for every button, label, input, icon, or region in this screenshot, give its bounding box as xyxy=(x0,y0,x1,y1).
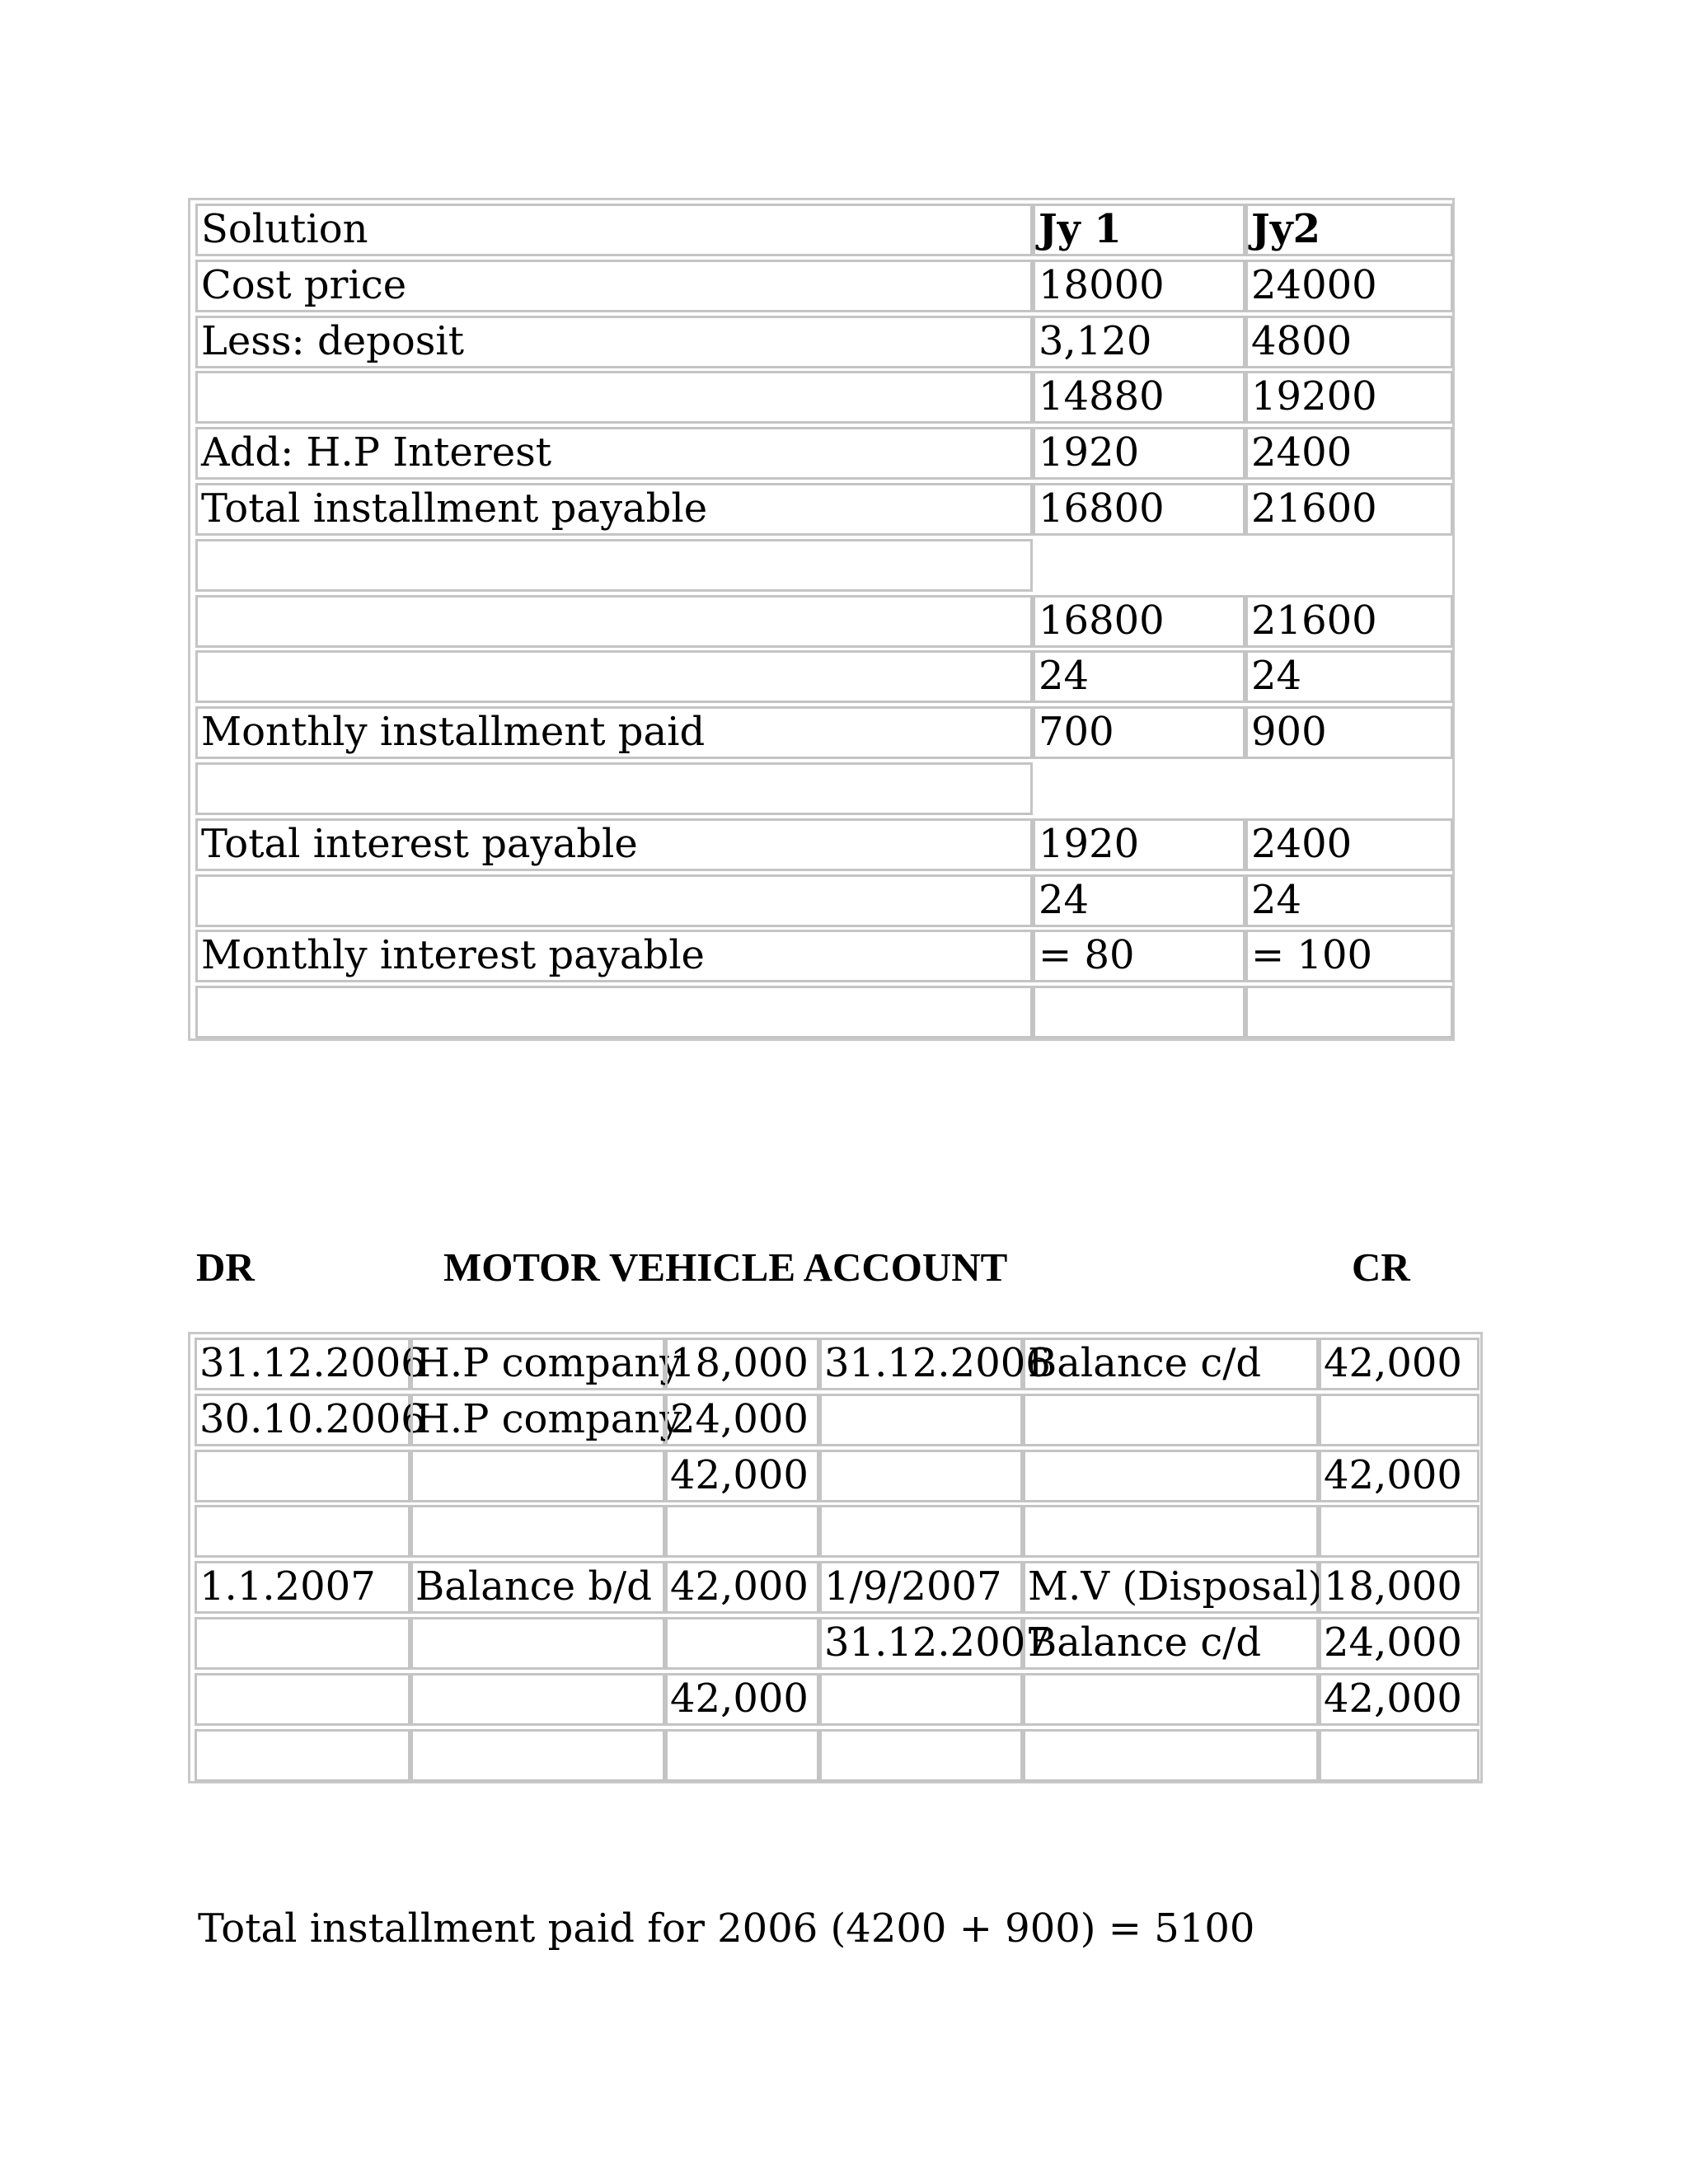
dr-date: 1.1.2007 xyxy=(195,1561,410,1614)
cr-date xyxy=(819,1505,1023,1558)
row-jy1-value: 18000 xyxy=(1033,260,1245,312)
dr-date: 31.12.2006 xyxy=(195,1338,410,1390)
row-label: Add: H.P Interest xyxy=(195,427,1033,480)
dr-particulars: Balance b/d xyxy=(410,1561,665,1614)
row-jy2-value xyxy=(1245,986,1453,1038)
row-label xyxy=(195,539,1033,592)
row-jy1-value: 3,120 xyxy=(1033,316,1245,368)
cr-amount: 42,000 xyxy=(1319,1338,1479,1390)
row-label: Cost price xyxy=(195,260,1033,312)
dr-particulars xyxy=(410,1505,665,1558)
cr-label: CR xyxy=(1352,1244,1410,1290)
row-label xyxy=(195,650,1033,703)
row-label xyxy=(195,874,1033,927)
row-jy2-value: 24 xyxy=(1245,874,1453,927)
row-jy1-value xyxy=(1033,986,1245,1038)
dr-amount xyxy=(665,1617,819,1670)
dr-particulars xyxy=(410,1729,665,1782)
header-jy1: Jy 1 xyxy=(1033,204,1245,256)
dr-amount: 42,000 xyxy=(665,1450,819,1502)
row-jy2-value: 24000 xyxy=(1245,260,1453,312)
header-jy2: Jy2 xyxy=(1245,204,1453,256)
row-label: Less: deposit xyxy=(195,316,1033,368)
dr-date xyxy=(195,1505,410,1558)
cr-particulars: Balance c/d xyxy=(1023,1617,1319,1670)
row-jy2-value: 21600 xyxy=(1245,595,1453,648)
cr-amount: 18,000 xyxy=(1319,1561,1479,1614)
row-label xyxy=(195,371,1033,424)
ledger-title: MOTOR VEHICLE ACCOUNT xyxy=(443,1244,1008,1290)
dr-particulars xyxy=(410,1673,665,1726)
cr-particulars xyxy=(1023,1505,1319,1558)
row-jy1-value: 1920 xyxy=(1033,427,1245,480)
row-jy1-value: 700 xyxy=(1033,706,1245,759)
row-jy2-value: 900 xyxy=(1245,706,1453,759)
row-jy1-value: 16800 xyxy=(1033,483,1245,536)
dr-amount xyxy=(665,1505,819,1558)
row-label: Monthly interest payable xyxy=(195,930,1033,982)
row-jy1-value: = 80 xyxy=(1033,930,1245,982)
dr-date xyxy=(195,1617,410,1670)
dr-particulars xyxy=(410,1617,665,1670)
dr-date: 30.10.2006 xyxy=(195,1394,410,1446)
cr-date xyxy=(819,1450,1023,1502)
row-jy1-value: 14880 xyxy=(1033,371,1245,424)
cr-date xyxy=(819,1673,1023,1726)
row-label: Monthly installment paid xyxy=(195,706,1033,759)
row-jy2-value: 21600 xyxy=(1245,483,1453,536)
row-jy1-value: 24 xyxy=(1033,874,1245,927)
cr-particulars xyxy=(1023,1450,1319,1502)
row-jy2-value: = 100 xyxy=(1245,930,1453,982)
dr-amount: 18,000 xyxy=(665,1338,819,1390)
dr-date xyxy=(195,1729,410,1782)
cr-date xyxy=(819,1394,1023,1446)
cr-particulars: Balance c/d xyxy=(1023,1338,1319,1390)
dr-amount: 24,000 xyxy=(665,1394,819,1446)
cr-particulars: M.V (Disposal) xyxy=(1023,1561,1319,1614)
dr-date xyxy=(195,1450,410,1502)
cr-date: 31.12.2007 xyxy=(819,1617,1023,1670)
row-label xyxy=(195,762,1033,815)
dr-amount: 42,000 xyxy=(665,1561,819,1614)
dr-label: DR xyxy=(196,1244,255,1290)
dr-date xyxy=(195,1673,410,1726)
cr-amount xyxy=(1319,1729,1479,1782)
row-jy1-value: 16800 xyxy=(1033,595,1245,648)
cr-date xyxy=(819,1729,1023,1782)
row-jy2-value: 19200 xyxy=(1245,371,1453,424)
row-label: Total interest payable xyxy=(195,818,1033,871)
motor-vehicle-ledger-table xyxy=(188,1332,1483,1783)
cr-amount: 24,000 xyxy=(1319,1617,1479,1670)
cr-amount xyxy=(1319,1394,1479,1446)
cr-particulars xyxy=(1023,1729,1319,1782)
row-jy1-value: 24 xyxy=(1033,650,1245,703)
hp-calculation-table xyxy=(188,198,1455,1041)
row-jy2-value: 24 xyxy=(1245,650,1453,703)
total-installment-note: Total installment paid for 2006 (4200 + 900) = 5100 xyxy=(198,1905,1255,1952)
row-label: Total installment payable xyxy=(195,483,1033,536)
cr-particulars xyxy=(1023,1394,1319,1446)
header-solution: Solution xyxy=(195,204,1033,256)
row-jy1-value: 1920 xyxy=(1033,818,1245,871)
dr-amount: 42,000 xyxy=(665,1673,819,1726)
row-jy2-value: 2400 xyxy=(1245,427,1453,480)
cr-amount xyxy=(1319,1505,1479,1558)
dr-particulars xyxy=(410,1450,665,1502)
cr-amount: 42,000 xyxy=(1319,1450,1479,1502)
row-jy2-value: 4800 xyxy=(1245,316,1453,368)
row-label xyxy=(195,595,1033,648)
cr-date: 31.12.2006 xyxy=(819,1338,1023,1390)
dr-amount xyxy=(665,1729,819,1782)
cr-date: 1/9/2007 xyxy=(819,1561,1023,1614)
row-label xyxy=(195,986,1033,1038)
dr-particulars: H.P company xyxy=(410,1394,665,1446)
cr-amount: 42,000 xyxy=(1319,1673,1479,1726)
cr-particulars xyxy=(1023,1673,1319,1726)
dr-particulars: H.P company xyxy=(410,1338,665,1390)
row-jy2-value: 2400 xyxy=(1245,818,1453,871)
